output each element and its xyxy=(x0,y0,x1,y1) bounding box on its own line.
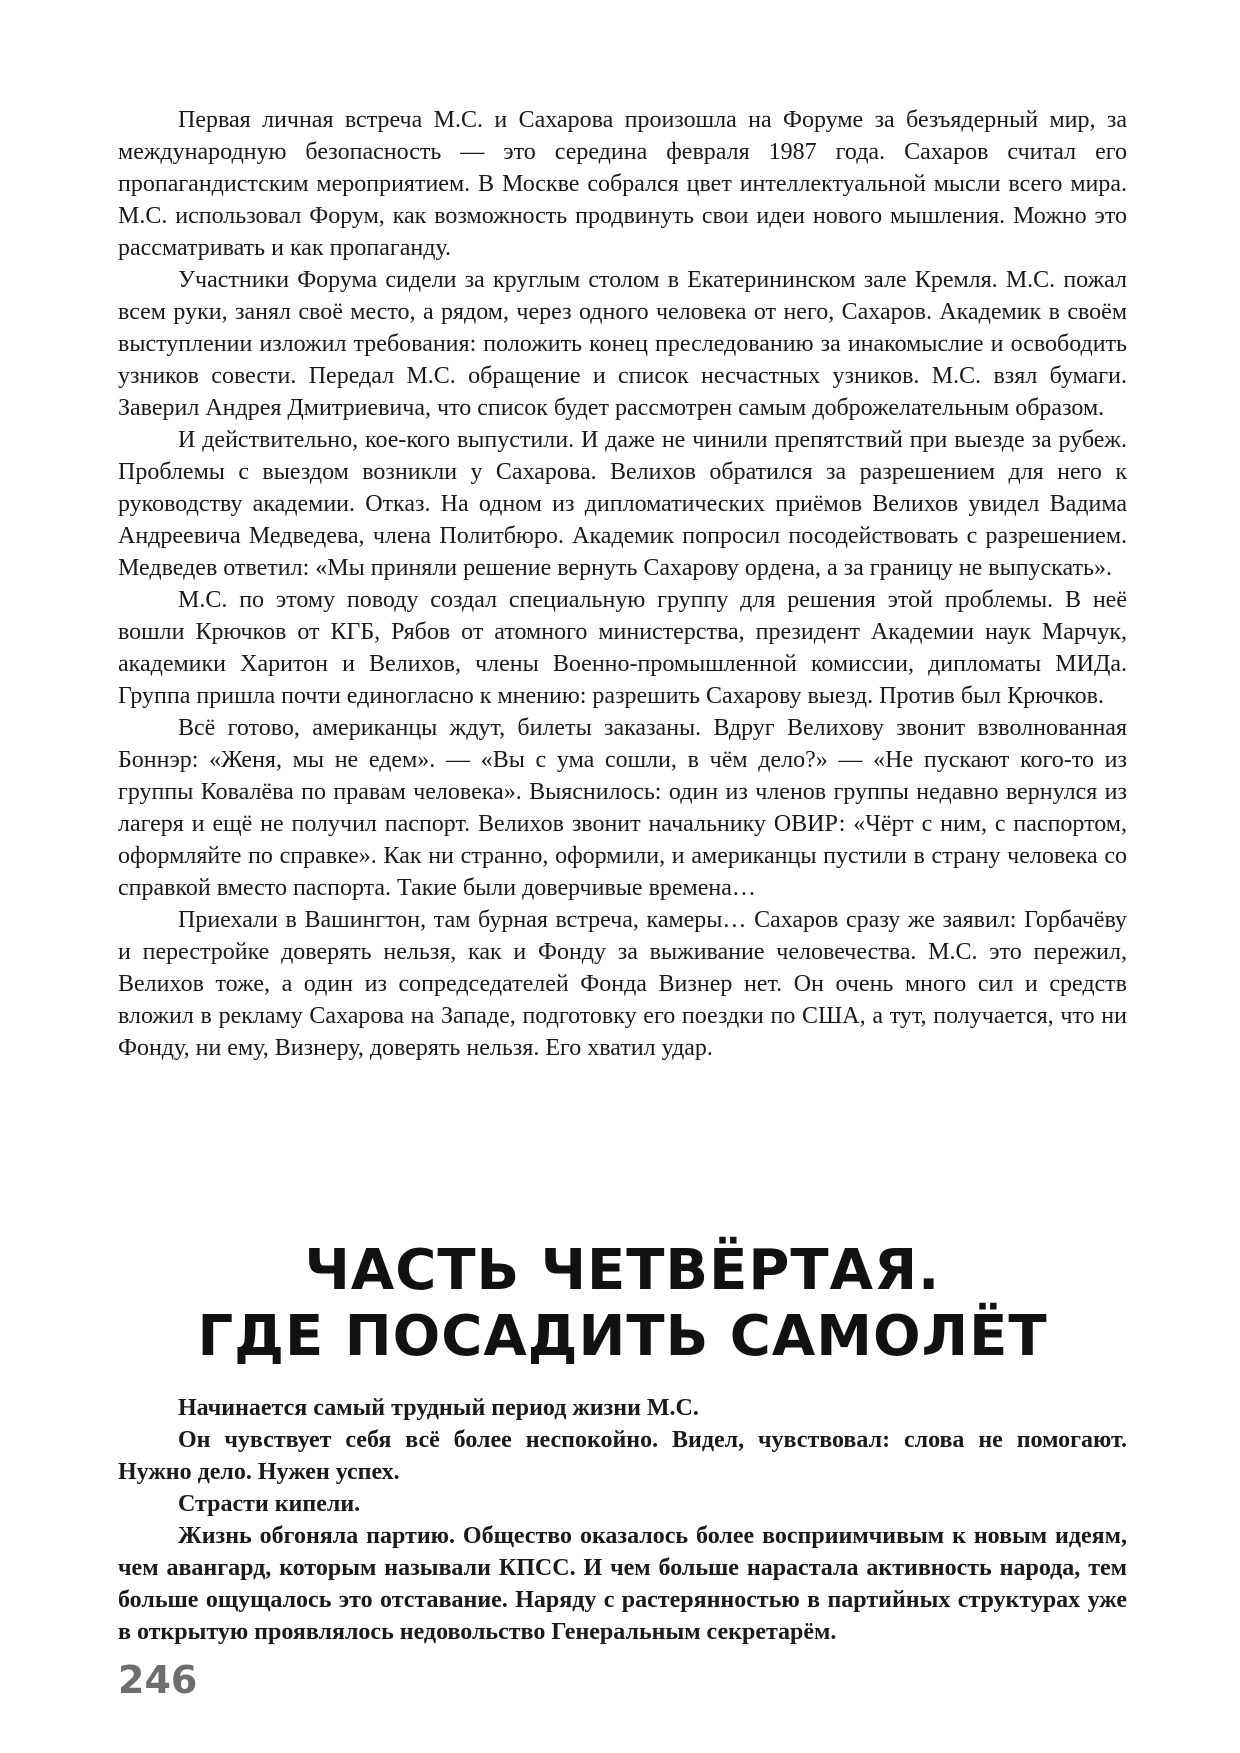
paragraph: Первая личная встреча М.С. и Сахарова произошла на Форуме за безъядерный мир, за международную безопасность — это середина февраля 1987 года. Сахаров считал его пропагандистским мероприятием. В Москве собрался цвет интеллектуальной мысли всего мира. М.С. использовал Форум, как возможность продвинуть свои идеи нового мышления. Можно это рассматривать и как пропаганду. xyxy=(118,107,1127,261)
intro-paragraph: Он чувствует себя всё более неспокойно. Видел, чувствовал: слова не помогают. Нужно дело. Нужен успех. xyxy=(118,1427,1127,1485)
page-number: 246 xyxy=(118,1658,198,1702)
chapter-title-line-1: ЧАСТЬ ЧЕТВЁРТАЯ. xyxy=(304,1238,941,1303)
intro-paragraph: Страсти кипели. xyxy=(178,1491,361,1517)
paragraph: Приехали в Вашингтон, там бурная встреча, камеры… Сахаров сразу же заявил: Горбачёву и перестройке доверять нельзя, как и Фонду за выживание человечества. М.С. это пережил, Велихов тоже, а один из сопредседателей Фонда Визнер нет. Он очень много сил и средств вложил в рекламу Сахарова на Западе, подготовку его поездки по США, а тут, получается, что ни Фонду, ни ему, Визнеру, доверять нельзя. Его хватил удар. xyxy=(118,907,1127,1061)
intro-paragraph: Жизнь обгоняла партию. Общество оказалось более восприимчивым к новым идеям, чем авангард, которым называли КПСС. И чем больше нарастала активность народа, тем больше ощущалось это отставание. Наряду с растерянностью в партийных структурах уже в открытую проявлялось недовольство Генеральным секретарём. xyxy=(118,1523,1127,1645)
chapter-title-line-2: ГДЕ ПОСАДИТЬ САМОЛЁТ xyxy=(197,1304,1048,1369)
paragraph: Участники Форума сидели за круглым столом в Екатерининском зале Кремля. М.С. пожал всем руки, занял своё место, а рядом, через одного человека от него, Сахаров. Академик в своём выступлении изложил требования: положить конец преследованию за инакомыслие и освободить узников совести. Передал М.С. обращение и список несчастных узников. М.С. взял бумаги. Заверил Андрея Дмитриевича, что список будет рассмотрен самым доброжелательным образом. xyxy=(118,267,1127,421)
intro-paragraph: Начинается самый трудный период жизни М.С. xyxy=(178,1395,699,1421)
paragraph: Всё готово, американцы ждут, билеты заказаны. Вдруг Велихову звонит взволнованная Боннэр: «Женя, мы не едем». — «Вы с ума сошли, в чём дело?» — «Не пускают кого-то из группы Ковалёва по правам человека». Выяснилось: один из членов группы недавно вернулся из лагеря и ещё не получил паспорт. Велихов звонит начальнику ОВИР: «Чёрт с ним, с паспортом, оформляйте по справке». Как ни странно, оформили, и американцы пустили в страну человека со справкой вместо паспорта. Такие были доверчивые времена… xyxy=(118,715,1127,901)
chapter-intro xyxy=(118,1392,1127,1648)
main-text xyxy=(118,104,1127,1064)
chapter-heading xyxy=(118,1238,1127,1370)
paragraph: И действительно, кое-кого выпустили. И даже не чинили препятствий при выезде за рубеж. Проблемы с выездом возникли у Сахарова. Велихов обратился за разрешением для него к руководству академии. Отказ. На одном из дипломатических приёмов Велихов увидел Вадима Андреевича Медведева, члена Политбюро. Академик попросил посодействовать с разрешением. Медведев ответил: «Мы приняли решение вернуть Сахарову ордена, а за границу не выпускать». xyxy=(118,427,1127,581)
paragraph: М.С. по этому поводу создал специальную группу для решения этой проблемы. В неё вошли Крючков от КГБ, Рябов от атомного министерства, президент Академии наук Марчук, академики Харитон и Велихов, члены Военно-промышленной комиссии, дипломаты МИДа. Группа пришла почти единогласно к мнению: разрешить Сахарову выезд. Против был Крючков. xyxy=(118,587,1127,709)
